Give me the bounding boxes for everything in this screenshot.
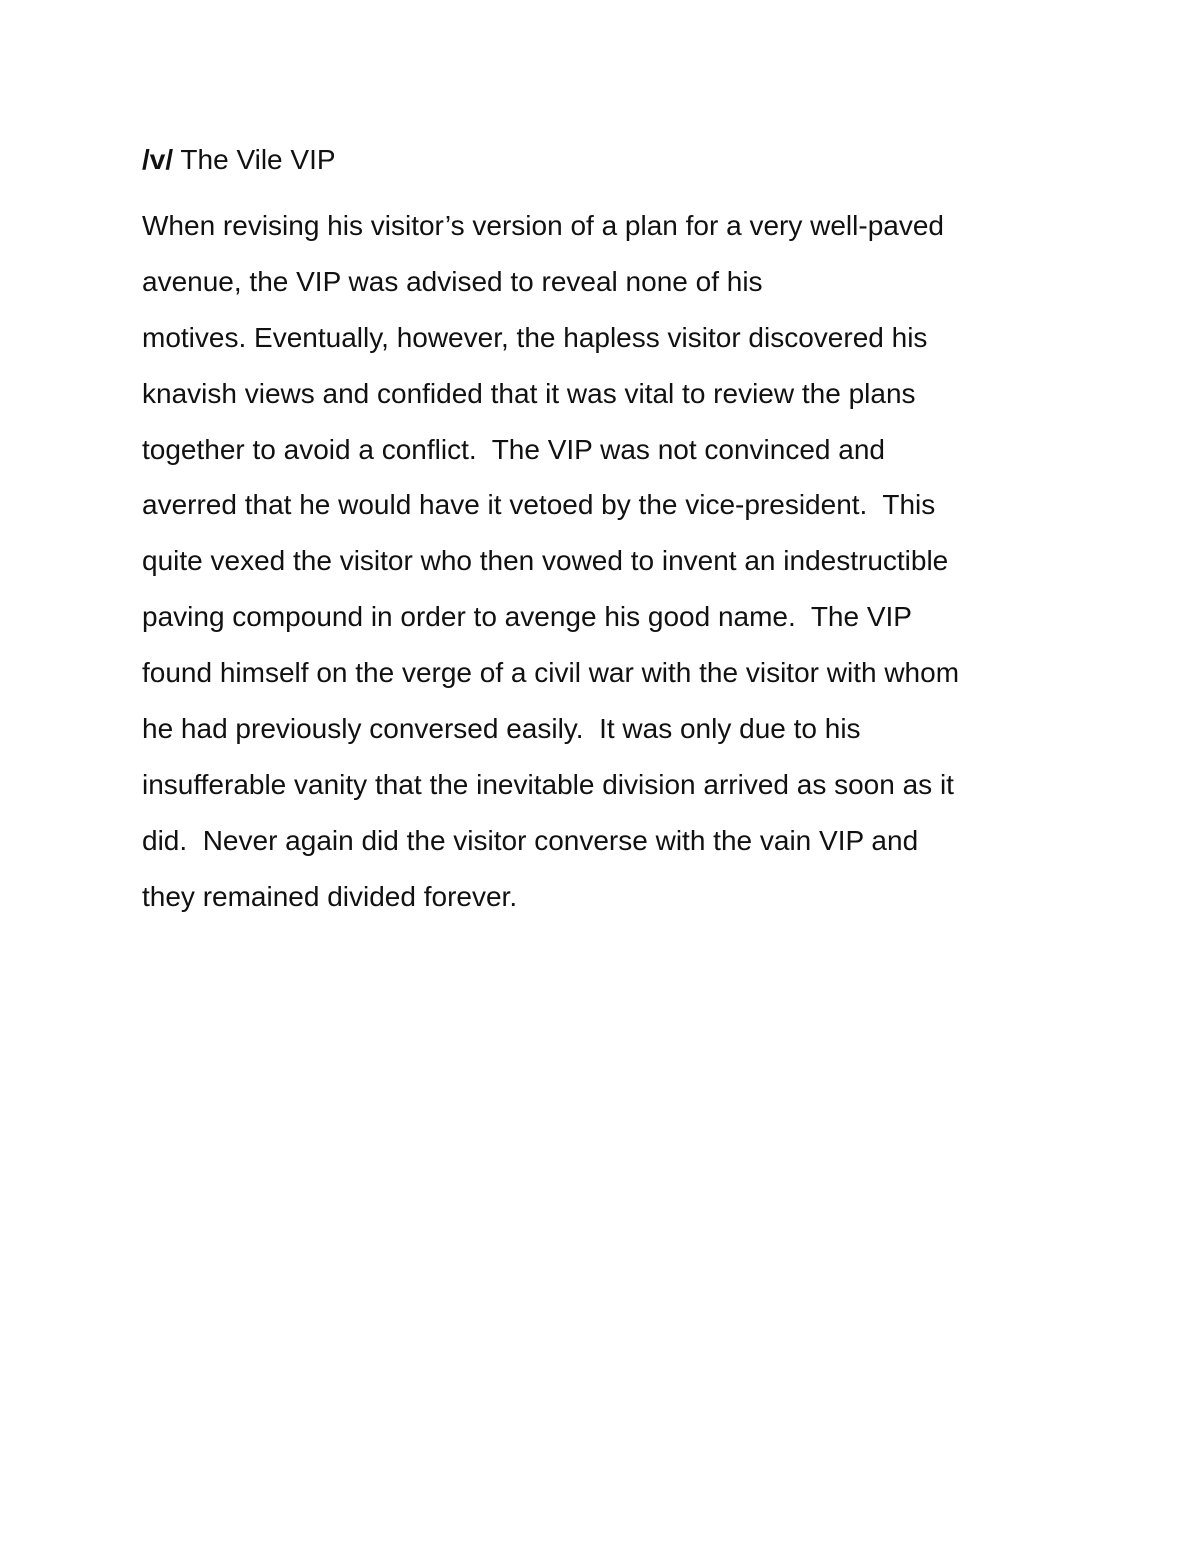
document-content	[142, 140, 1082, 925]
paragraph-line: did. Never again did the visitor converse with the vain VIP and	[142, 824, 919, 856]
title-phoneme: /v/	[142, 144, 174, 175]
paragraph-line: insufferable vanity that the inevitable division arrived as soon as it	[142, 768, 954, 800]
document-paragraph	[142, 198, 1082, 925]
paragraph-line: he had previously conversed easily. It was only due to his	[142, 713, 861, 745]
paragraph-line: paving compound in order to avenge his good name. The VIP	[142, 601, 912, 633]
title-text: The Vile VIP	[173, 144, 336, 175]
paragraph-line: motives. Eventually, however, the hapless visitor discovered his	[142, 321, 928, 353]
document-title	[142, 140, 1082, 180]
paragraph-line: together to avoid a conflict. The VIP was not convinced and	[142, 433, 885, 465]
paragraph-line: quite vexed the visitor who then vowed to invent an indestructible	[142, 545, 949, 577]
paragraph-line: averred that he would have it vetoed by the vice-president. This	[142, 489, 936, 521]
paragraph-line: knavish views and confided that it was vital to review the plans	[142, 377, 916, 409]
paragraph-line: they remained divided forever.	[142, 880, 518, 912]
paragraph-line: When revising his visitor’s version of a plan for a very well-paved	[142, 210, 944, 241]
paragraph-line: found himself on the verge of a civil war with the visitor with whom	[142, 657, 960, 689]
paragraph-line: avenue, the VIP was advised to reveal none of his	[142, 265, 763, 297]
